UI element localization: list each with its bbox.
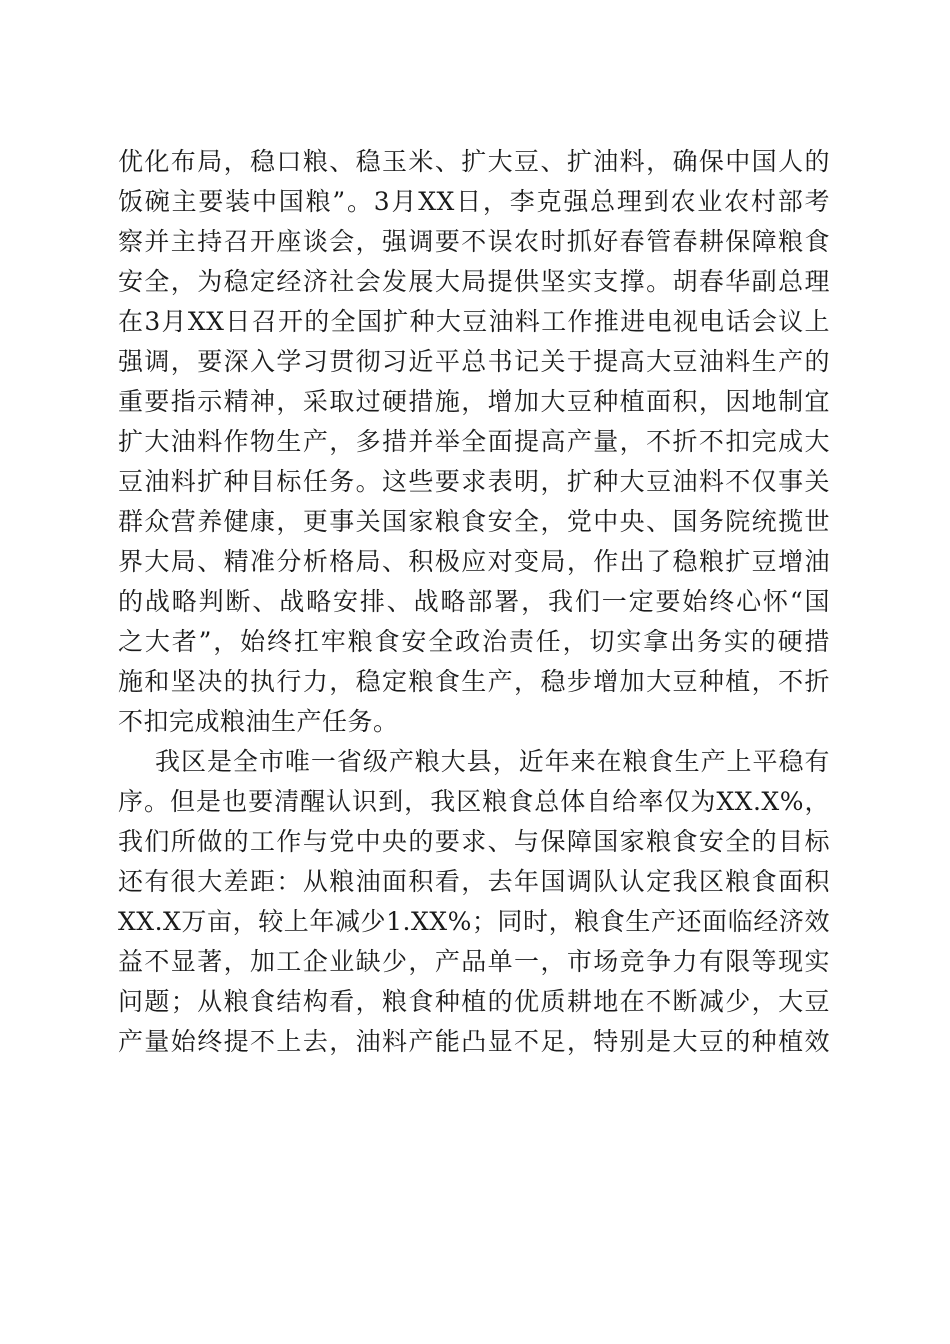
text-line: 的战略判断、战略安排、战略部署，我们一定要始终心怀“国	[118, 587, 830, 616]
text-line: 界大局、精准分析格局、积极应对变局，作出了稳粮扩豆增油	[118, 547, 830, 576]
text-line: 产量始终提不上去，油料产能凸显不足，特别是大豆的种植效	[118, 1027, 830, 1056]
text-line: 序。但是也要清醒认识到，我区粮食总体自给率仅为XX.X%，	[118, 787, 830, 816]
text-line: 问题；从粮食结构看，粮食种植的优质耕地在不断减少，大豆	[118, 987, 830, 1016]
text-line: 安全，为稳定经济社会发展大局提供坚实支撑。胡春华副总理	[118, 267, 830, 296]
paragraph-2	[118, 742, 830, 1062]
text-line: 不扣完成粮油生产任务。	[118, 707, 399, 736]
text-line: 重要指示精神，采取过硬措施，增加大豆种植面积，因地制宜	[118, 387, 830, 416]
text-line: 群众营养健康，更事关国家粮食安全，党中央、国务院统揽世	[118, 507, 830, 536]
text-line: 之大者”，始终扛牢粮食安全政治责任，切实拿出务实的硬措	[118, 627, 830, 656]
text-line: 还有很大差距：从粮油面积看，去年国调队认定我区粮食面积	[118, 867, 830, 896]
text-line: 我区是全市唯一省级产粮大县，近年来在粮食生产上平稳有	[155, 747, 830, 776]
text-line: 察并主持召开座谈会，强调要不误农时抓好春管春耕保障粮食	[118, 227, 830, 256]
text-line: 施和坚决的执行力，稳定粮食生产，稳步增加大豆种植，不折	[118, 667, 830, 696]
text-line: 强调，要深入学习贯彻习近平总书记关于提高大豆油料生产的	[118, 347, 830, 376]
paragraph-1	[118, 142, 830, 742]
text-line: 扩大油料作物生产，多措并举全面提高产量，不折不扣完成大	[118, 427, 830, 456]
text-line: 我们所做的工作与党中央的要求、与保障国家粮食安全的目标	[118, 827, 830, 856]
text-line: 豆油料扩种目标任务。这些要求表明，扩种大豆油料不仅事关	[118, 467, 830, 496]
text-line: 在3月XX日召开的全国扩种大豆油料工作推进电视电话会议上	[118, 307, 830, 336]
text-line: XX.X万亩，较上年减少1.XX%；同时，粮食生产还面临经济效	[118, 907, 830, 936]
document-page	[118, 142, 830, 1062]
text-line: 益不显著，加工企业缺少，产品单一，市场竞争力有限等现实	[118, 947, 830, 976]
text-line: 优化布局，稳口粮、稳玉米、扩大豆、扩油料，确保中国人的	[118, 147, 830, 176]
text-line: 饭碗主要装中国粮”。3月XX日，李克强总理到农业农村部考	[118, 187, 830, 216]
